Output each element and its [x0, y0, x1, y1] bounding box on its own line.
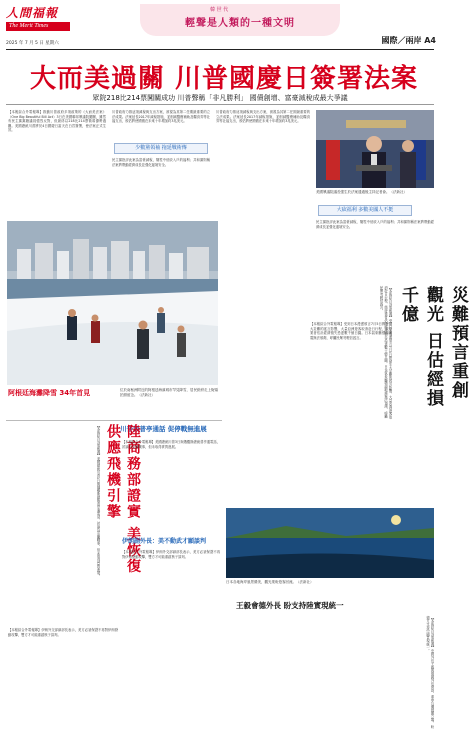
- masthead-banner: [140, 4, 340, 36]
- lead-headline: 大而美過關 川普國慶日簽署法案: [30, 64, 419, 94]
- story4-body-left: 【本報綜合外電報導】伊朗外交部副部長表示，美方必須保證不再對伊朗發動攻擊，雙方才可能重啟核子談判。: [8, 628, 118, 637]
- rule-left: [6, 420, 222, 421]
- lead-body-col3: 川普政府力推這項減稅與支出方案，被視為其第二任期最重要的立法成果。法案延長2017年減稅措施，並削減醫療補助及糧食券等社福支出，預估將使國債在未來十年增加約3兆美元。: [216, 110, 310, 123]
- story5-body: 【本報綜合外電報導】中國外長王毅與德國外長會談，重申台灣問題立場，盼德方支持中國實現統一。: [425, 616, 434, 729]
- story3-body-left: 【本報綜合外電報導】美國總統川普3日與俄羅斯總統普亭通電話，討論烏克蘭戰事，但未取得實質進展。: [96, 424, 100, 578]
- box-heading-2: 大砍福利 多數美國人不挺: [318, 205, 412, 216]
- photo2-label: 阿根廷海灘降雪 34年首見: [8, 389, 91, 397]
- photo3-caption: 日本各地海岸風景優美，觀光業盼遊客回流。（法新社）: [226, 580, 314, 584]
- page-section: 國際／兩岸 A4: [381, 36, 436, 45]
- lead-body-col2b: 民主黨批評此案為富豪減稅，犧牲中低收入戶的福利；共和黨則稱法案將帶動經濟成長並強化邊境安全。: [112, 158, 210, 167]
- logo-chinese: 人間福報: [6, 6, 59, 20]
- story2-headline: 災難預言重創觀光 日估經損千億: [398, 286, 468, 408]
- top-rule: [6, 49, 434, 50]
- masthead-logo: [6, 5, 70, 35]
- photo1-caption: 美國眾議院議長強生於法案通過後主持記者會。（法新社）: [316, 190, 407, 194]
- story5-headline: 王毅會德外長 盼支持陸實現統一: [236, 601, 344, 610]
- logo-english: The Merit Times: [6, 22, 70, 31]
- story2-body: 【本報綜合外電報導】受到日本漫畫預言7月5日將發生大災難的謠言影響，大量亞洲遊客取消赴日行程，旅遊業者估計經濟損失恐達數千億日圓。日本氣象廳強調地震無法預測，呼籲民眾勿輕信謠言。: [379, 286, 392, 419]
- lead-subhead: 眾院218比214票闖關成功 川普聲稱「非凡勝利」 國債創增、富豪減稅成最大爭議: [92, 94, 348, 102]
- photo2-caption: 位於南極洲附近的阿根廷海濱城市罕見降雪，居民紛紛走上街頭拍照留念。（法新社）: [120, 388, 218, 397]
- story3-subhead: 陸商務部證實 美恢復供應飛機引擎: [105, 424, 141, 575]
- photo-japan-coast: [226, 508, 434, 578]
- banner-slogan: 輕聲是人類的一種文明: [185, 18, 295, 29]
- story4-headline: 伊朗副外長：美不動武才願談判: [122, 538, 207, 545]
- story3-body: 【本報綜合外電報導】美國總統川普3日與俄羅斯總統普亭通電話，討論烏克蘭戰事，但未取得實質進展。: [122, 440, 220, 449]
- story3-headline: 川普與普亭通話 促停戰無進展: [120, 425, 207, 433]
- photo-argentina-snow: [7, 221, 218, 385]
- box-heading-1: 少數黨領袖 拖延戰術傳: [114, 143, 208, 154]
- lead-body-col4: 民主黨批評此案為富豪減稅，犧牲中低收入戶的福利；共和黨則稱法案將帶動經濟成長並強化邊境安全。: [316, 220, 434, 229]
- subhead-rule: [6, 104, 434, 105]
- lead-body-col1: 【本報綜合外電報導】推動川普政府多項政策的《大而美法案》（One Big Beautiful Bill Act）3日在美國聯邦眾議院闖關，雖然有民主黨黨籍議員強烈反對，但最終以218比214票微弱優勢過關。美國總統川普將於4日國慶日當天在白宮簽署，使法案正式生效。: [8, 110, 106, 132]
- photo-house-speaker: [316, 110, 434, 188]
- story2-body-right: 【本報綜合外電報導】受到日本漫畫預言7月5日將發生大災難的謠言影響，大量亞洲遊客取消赴日行程，旅遊業者估計經濟損失恐達數千億日圓。日本氣象廳強調地震無法預測，呼籲民眾勿輕信謠言。: [310, 322, 392, 340]
- banner-small-text: 韓 世 代: [210, 7, 229, 13]
- lead-body-col2: 川普政府力推這項減稅與支出方案，被視為其第二任期最重要的立法成果。法案延長2017年減稅措施，並削減醫療補助及糧食券等社福支出，預估將使國債在未來十年增加約3兆美元。: [112, 110, 210, 123]
- story4-body: 【本報綜合外電報導】伊朗外交部副部長表示，美方必須保證不再對伊朗發動攻擊，雙方才可能重啟核子談判。: [122, 550, 220, 559]
- lead-headline-block: [6, 58, 434, 92]
- issue-date: 2025 年 7 月 5 日 星期六: [6, 41, 59, 46]
